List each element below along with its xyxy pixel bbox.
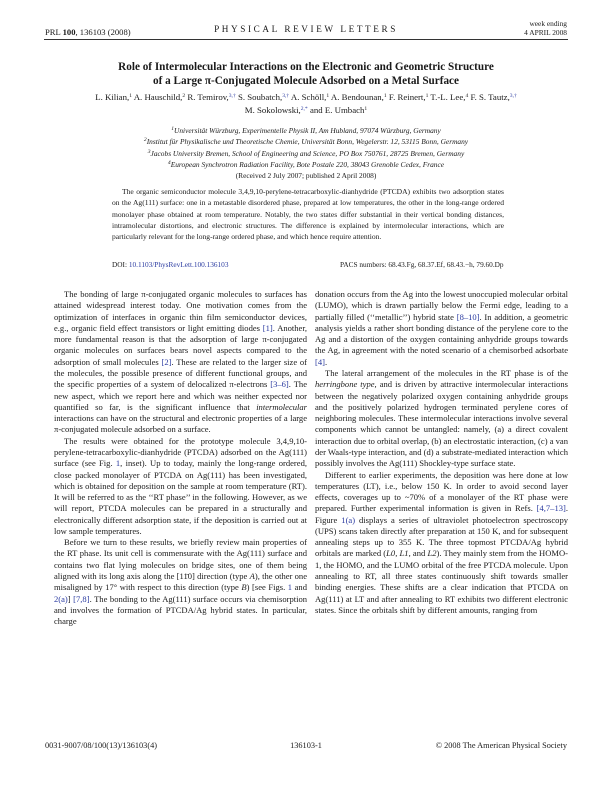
header-rule <box>44 39 568 40</box>
citation-link[interactable]: [1] <box>262 322 273 333</box>
author-affiliation-marker: 2,* <box>300 106 308 113</box>
running-header-citation: PRL 100, 136103 (2008) <box>45 27 131 37</box>
doi-label: DOI: <box>112 260 127 269</box>
affiliation-2: $^2$Institut für Physikalische und Theoretische Chemie, Universität Bonn, Wegelerstr. 12, 53115 Bonn, Germany <box>143 137 469 147</box>
author-affiliation-marker: 1 <box>326 93 330 99</box>
author-affiliation-marker: 1 <box>425 93 429 99</box>
author: M. Sokolowski, <box>244 105 301 116</box>
affiliations <box>40 125 572 181</box>
affiliation-1: $^1$Universität Würzburg, Experimentelle Physik II, Am Hubland, 97074 Würzburg, Germany <box>171 126 441 135</box>
author: S. Soubatch, <box>237 92 283 102</box>
citation-link[interactable]: [2] <box>161 356 172 367</box>
volume: 100 <box>62 27 76 37</box>
author: and E. Umbach <box>309 105 365 116</box>
author: T.-L. Lee, <box>430 92 466 102</box>
citation-link[interactable]: [8–10] <box>456 311 480 322</box>
author-affiliation-marker: 2 <box>182 93 186 99</box>
paragraph: Before we turn to these results, we briefly review main properties of the RT phase. Its unit cell is commensurate with the Ag(111) surface and contains two flat lying molecules on bridge sites, one of them being aligned with its long axis along the [11̄0] direction (type A), the other one misaligned by 17° with respect to this direction (type B) [see Figs. 1 and 2(a)] [7,8]. The bonding to the Ag(111) surface occurs via chemisorption and involves the formation of PTCDA/Ag hybrid states. In particular, charge <box>54 537 308 627</box>
citation-link[interactable]: [4] <box>315 356 325 367</box>
paragraph: donation occurs from the Ag into the lowest unoccupied molecular orbital (LUMO), which is drawn partially below the Fermi edge, leading to a partially filled (‘‘metallic’’) hybrid state [8–10]. In addition, a geometric analysis yields a rather short bonding distance of the perylene core to the Ag and a distortion of the oxygen containing anhydride groups towards the Ag, in agreement with the noted scenario of a chemisorbed adsorbate [4]. <box>315 289 568 367</box>
author-affiliation-marker: 3,† <box>228 93 236 99</box>
citation-link[interactable]: [3–6] <box>270 379 289 390</box>
week-ending-date: 4 APRIL 2008 <box>524 27 567 37</box>
doi-link[interactable]: 10.1103/PhysRevLett.100.136103 <box>128 260 229 269</box>
body-column-right <box>315 289 568 616</box>
author-list <box>40 91 572 117</box>
author: A. Bendounan, <box>330 92 384 102</box>
journal-name: PHYSICAL REVIEW LETTERS <box>214 24 398 34</box>
paragraph: The bonding of large π-conjugated organic molecules to surfaces has attained widespread interest today. One motivation comes from the optimization of interfaces in organic thin film semiconductor devices, e.g., organic field effect transistors or light emitting diodes [1]. Another, more fundamental reason is that the adsorption of large π-conjugated organic molecules on surfaces bears novel aspects compared to the adsorption of small molecules [2]. These are related to the larger size of the molecules, the possible presence of different functional groups, and the specific properties of a system of delocalized π-electrons [3–6]. The new aspect, which we report here and which was neither expected nor quantified so far, is the significant influence that intermolecular interactions can have on the structural and electronic properties of a large π-conjugated molecule adsorbed on a surface. <box>54 289 308 435</box>
author: F. S. Tautz, <box>470 92 510 102</box>
paper-title <box>40 60 572 88</box>
figure-link[interactable]: 2(a) <box>54 593 68 604</box>
article-number: 136103 (2008) <box>79 27 131 37</box>
figure-link[interactable]: 1 <box>115 458 121 469</box>
page-number: 136103-1 <box>290 741 322 750</box>
author-affiliation-marker: 4 <box>465 93 469 99</box>
issue-date <box>524 20 567 37</box>
doi <box>112 260 228 269</box>
copyright: © 2008 The American Physical Society <box>435 741 567 750</box>
paragraph: The results were obtained for the prototype molecule 3,4,9,10-perylene-tetracarboxylic-dianhydride (PTCDA) adsorbed on the Ag(111) surface (see Fig. 1, inset). Up to today, mainly the long-range ordered, close packed monolayer of PTCDA on Ag(111) has been investigated, which is obtained for deposition on the sample at room temperature (RT). It will be referred to as the ‘‘RT phase’’ in the following. However, as we will report, PTCDA molecules can be prepared in a structurally and electronically different adsorption state, if the deposition is carried out at low sample temperatures. <box>54 435 307 536</box>
received-date: (Received 2 July 2007; published 2 April 2008) <box>235 171 377 181</box>
author-affiliation-marker: 1 <box>129 93 132 99</box>
title-line-1: Role of Intermolecular Interactions on the Electronic and Geometric Structure <box>118 61 494 73</box>
figure-link[interactable]: 1(a) <box>341 514 356 525</box>
author: A. Schöll, <box>290 92 327 102</box>
author: R. Temirov, <box>187 92 229 102</box>
affiliation-4: $^4$European Synchrotron Radiation Facility, Bote Postale 220, 38043 Grenoble Cedex, France <box>167 159 445 169</box>
author-affiliation-marker: 3,† <box>282 93 290 99</box>
footer-code: 0031-9007/08/100(13)/136103(4) <box>45 741 157 750</box>
citation-link[interactable]: [7,8] <box>73 593 90 604</box>
author-affiliation-marker: 1 <box>383 93 387 99</box>
author: F. Reinert, <box>388 92 426 102</box>
figure-link[interactable]: 1 <box>287 582 293 593</box>
body-column-left <box>54 289 307 627</box>
author: A. Hauschild, <box>133 92 183 102</box>
author-affiliation-marker: 3,† <box>509 93 517 99</box>
paragraph: Different to earlier experiments, the deposition was here done at low temperatures (LT), i.e., below 150 K. In order to avoid second layer effects, coverages up to ~70% of a monolayer of the RT phase were prepared. Further experimental information is given in Refs. [4,7–13]. Figure 1(a) displays a series of ultraviolet photoelectron spectroscopy (UPS) scans taken directly after preparation at 150 K, and for subsequent annealing steps up to 355 K. The three topmost PTCDA/Ag hybrid orbitals are marked (L0, L1, and L2). They mainly stem from the HOMO-1, the HOMO, and the LUMO orbital of the free PTCDA molecule. Upon annealing to RT, all three states continuously shift towards smaller binding energies. These shifts are a clear indication that PTCDA on Ag(111) at LT and after annealing to RT exhibits two different electronic states. Since the orbitals shift by different amounts, ranging from <box>315 469 568 615</box>
journal-abbrev: PRL <box>45 27 61 37</box>
citation-link[interactable]: [4,7–13] <box>536 503 566 514</box>
week-ending-label: week ending <box>529 19 567 28</box>
affiliation-3: $^3$Jacobs University Bremen, School of Engineering and Science, PO Box 750761, 28725 Bremen, Germany <box>147 148 465 158</box>
title-line-2: of a Large π-Conjugated Molecule Adsorbed on a Metal Surface <box>153 75 459 87</box>
abstract: The organic semiconductor molecule 3,4,9,10-perylene-tetracarboxylic-dianhydride (PTCDA) exhibits two adsorption states on the Ag(111) surface: one in a metastable disordered phase, prepared at low temperatures, the other in the long-range ordered monolayer phase obtained at room temperature. Notably, the two states differ substantial in their vertical bonding distances, intramolecular distortions, and electronic structures. The difference is explained by intermolecular interactions, which are particularly relevant for the long-range ordered phase, and which hence require attention. <box>112 187 504 242</box>
author-affiliation-marker: 1 <box>364 106 368 113</box>
paragraph: The lateral arrangement of the molecules in the RT phase is of the herringbone type, and is driven by attractive intermolecular interactions between the negatively polarized oxygen containing anhydride groups and the positively polarized hydrogen terminated perylene cores of neighboring molecules. These intermolecular interactions involve several components which cannot be untangled: namely, (a) a direct covalent interaction due to orbital overlap, (b) an electrostatic interaction, (c) a van der Waals-type interaction, and (d) a substrate-mediated interaction which possibly involves the Ag(111) Shockley-type surface state. <box>315 367 568 469</box>
author: L. Kilian, <box>95 92 130 102</box>
pacs-numbers: PACS numbers: 68.43.Fg, 68.37.Ef, 68.43.−h, 79.60.Dp <box>340 260 504 269</box>
